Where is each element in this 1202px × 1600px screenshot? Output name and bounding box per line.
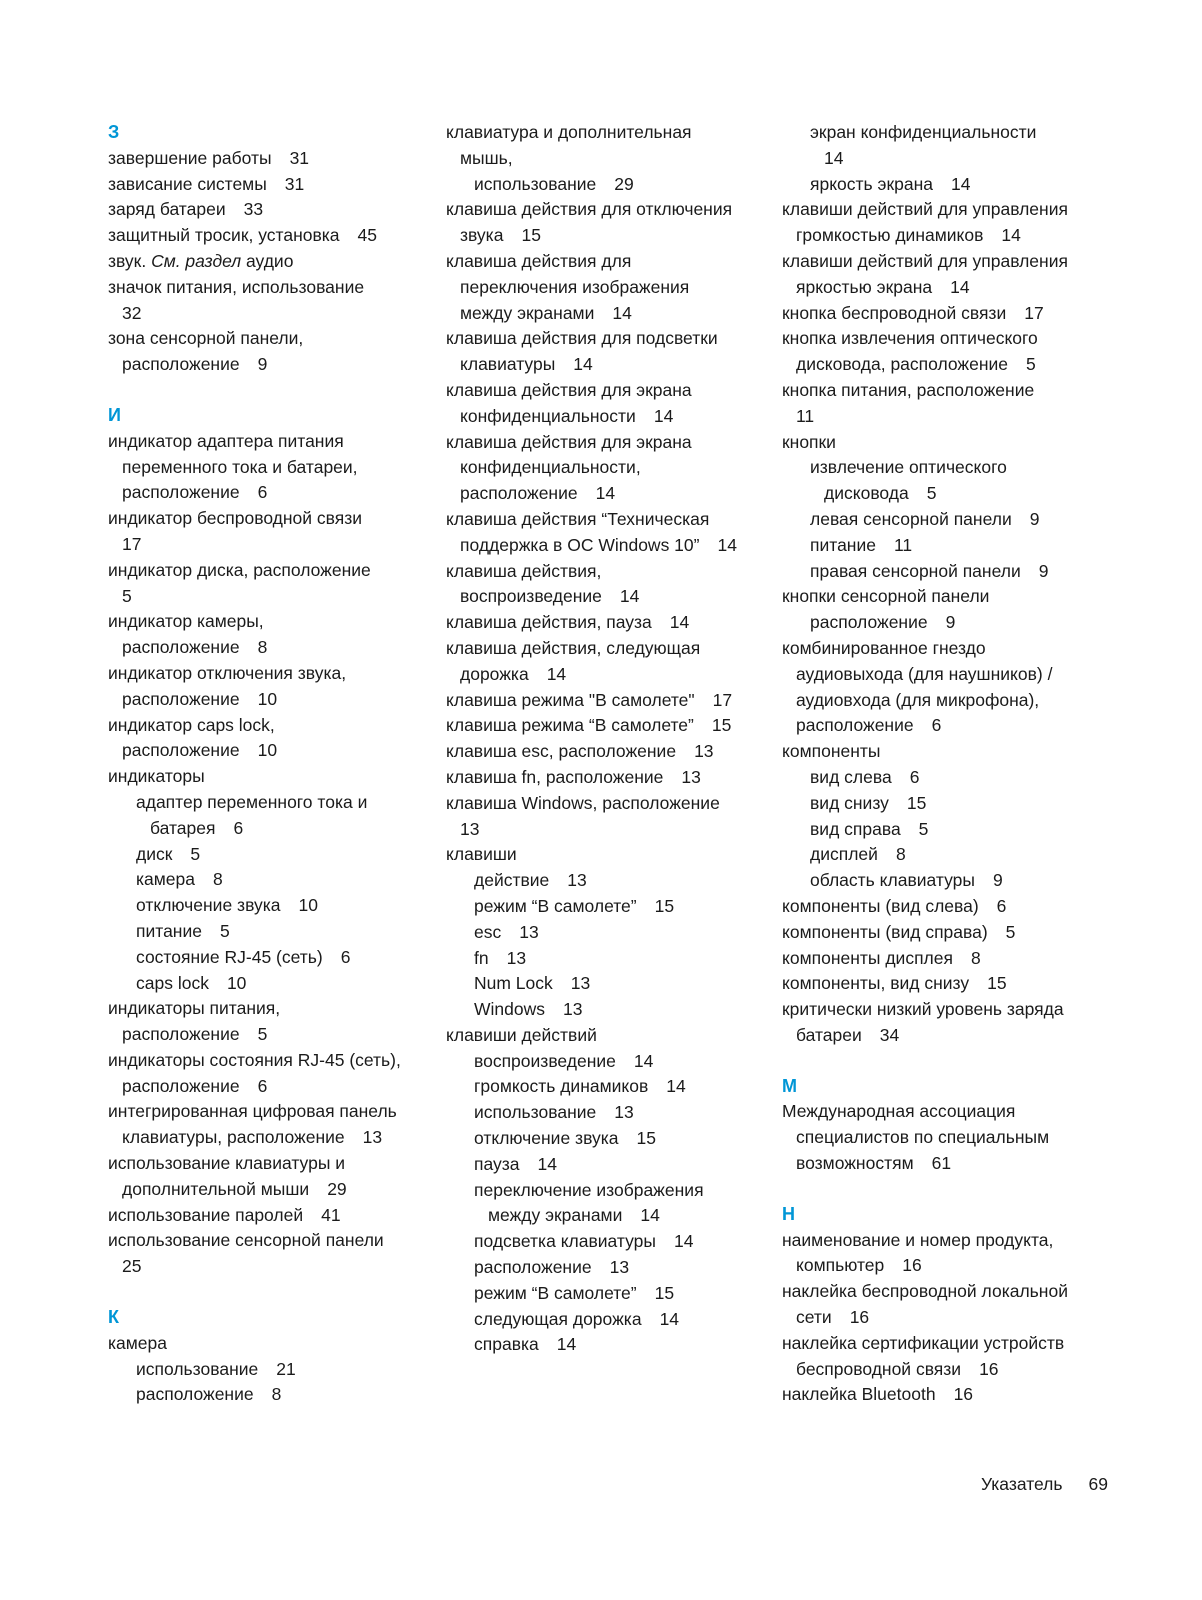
index-subentry: экран конфиденциальности 14: [810, 122, 1037, 168]
index-entry: клавиша действия “Техническая поддержка в ОС Windows 10” 14: [446, 508, 737, 555]
index-entry: заряд батареи 33: [108, 199, 264, 220]
index-subentry: правая сенсорной панели 9: [810, 560, 1049, 581]
index-subentry: отключение звука 10: [136, 895, 318, 916]
index-subentry: извлечение оптического дисковода 5: [810, 457, 1007, 504]
index-entry: наклейка Bluetooth 16: [782, 1384, 974, 1405]
index-entry: индикатор камеры, расположение 8: [108, 611, 268, 658]
index-subentry: левая сенсорной панели 9: [810, 508, 1040, 529]
index-subentry: Num Lock 13: [474, 973, 591, 994]
index-entry: индикаторы состояния RJ-45 (сеть), расположение 6: [108, 1049, 401, 1096]
index-subentry: вид слева 6: [810, 766, 920, 787]
index-subentry: использование 13: [474, 1102, 634, 1123]
index-entry: клавиши действий для управления яркостью экрана 14: [782, 250, 1068, 297]
index-entry: клавиша режима “В самолете” 15: [446, 715, 732, 736]
index-entry: клавиша действия, воспроизведение 14: [446, 560, 640, 607]
index-subentry: использование 21: [136, 1358, 296, 1379]
index-subentry: область клавиатуры 9: [810, 870, 1003, 891]
index-subentry: использование 29: [474, 173, 634, 194]
index-subentry: адаптер переменного тока и батарея 6: [136, 791, 368, 838]
index-subentry: диск 5: [136, 843, 201, 864]
index-entry: индикатор адаптера питания переменного тока и батареи, расположение 6: [108, 430, 358, 503]
index-entry: компоненты (вид слева) 6: [782, 895, 1007, 916]
index-entry: индикаторы: [108, 766, 205, 787]
index-entry: компоненты дисплея 8: [782, 947, 981, 968]
index-entry: клавиши: [446, 844, 517, 865]
index-entry: индикатор caps lock, расположение 10: [108, 714, 278, 761]
letter-heading-i: И: [108, 404, 121, 425]
index-entry: клавиша действия для отключения звука 15: [446, 199, 733, 246]
index-subentry: пауза 14: [474, 1153, 557, 1174]
index-column-2: [446, 120, 761, 1358]
index-entry: защитный тросик, установка 45: [108, 225, 378, 246]
index-subentry: камера 8: [136, 869, 223, 890]
index-entry: клавиша esc, расположение 13: [446, 741, 714, 762]
index-subentry: питание 11: [810, 534, 913, 555]
index-entry: клавиша действия для экрана конфиденциальности, расположение 14: [446, 431, 692, 504]
index-subentry: расположение 8: [136, 1384, 282, 1405]
index-entry: кнопка питания, расположение 11: [782, 379, 1035, 426]
index-subentry: вид снизу 15: [810, 792, 927, 813]
index-entry: зона сенсорной панели, расположение 9: [108, 328, 304, 375]
index-entry: кнопка беспроводной связи 17: [782, 302, 1044, 323]
index-entry: клавиша режима "В самолете" 17: [446, 689, 733, 710]
index-entry: интегрированная цифровая панель клавиатуры, расположение 13: [108, 1101, 397, 1148]
index-subentry: caps lock 10: [136, 972, 247, 993]
index-subentry: яркость экрана 14: [810, 173, 971, 194]
index-subentry: esc 13: [474, 921, 539, 942]
index-subentry: воспроизведение 14: [474, 1050, 654, 1071]
index-entry: зависание системы 31: [108, 173, 305, 194]
index-column-3: [782, 120, 1102, 1408]
index-entry: комбинированное гнездо аудиовыхода (для наушников) / аудиовхода (для микрофона), расположение 6: [782, 637, 1053, 736]
letter-heading-n: Н: [782, 1203, 795, 1224]
index-entry: использование паролей 41: [108, 1204, 341, 1225]
index-entry: индикатор диска, расположение 5: [108, 559, 371, 606]
index-subentry: переключение изображения между экранами 14: [474, 1179, 704, 1226]
index-entry: компоненты, вид снизу 15: [782, 973, 1007, 994]
index-subentry: действие 13: [474, 870, 587, 891]
index-entry: использование клавиатуры и дополнительной мыши 29: [108, 1153, 347, 1199]
index-subentry: подсветка клавиатуры 14: [474, 1231, 694, 1252]
index-entry: клавиша действия для переключения изображения между экранами 14: [446, 250, 690, 323]
index-subentry: вид справа 5: [810, 818, 929, 839]
index-entry: кнопки: [782, 431, 836, 452]
index-entry: Международная ассоциация специалистов по специальным возможностям 61: [782, 1101, 1050, 1174]
footer-section-label: Указатель: [980, 1474, 1063, 1494]
index-subentry: расположение 9: [810, 612, 956, 633]
index-entry: клавиша действия для экрана конфиденциальности 14: [446, 379, 692, 426]
index-entry: компоненты: [782, 741, 881, 762]
letter-heading-m: М: [782, 1075, 797, 1096]
index-entry: клавиша действия, пауза 14: [446, 612, 690, 633]
index-entry: индикатор отключения звука, расположение 10: [108, 662, 347, 709]
index-subentry: дисплей 8: [810, 844, 906, 865]
letter-heading-z: З: [108, 122, 120, 142]
index-entry: клавиши действий: [446, 1024, 597, 1045]
index-subentry: питание 5: [136, 920, 230, 941]
index-subentry: справка 14: [474, 1334, 577, 1355]
index-entry-see: звук. См. раздел аудио: [108, 250, 294, 271]
page-footer: [981, 1472, 1108, 1496]
index-entry: наклейка сертификации устройств беспроводной связи 16: [782, 1332, 1065, 1379]
index-entry: кнопка извлечения оптического дисковода, расположение 5: [782, 328, 1038, 375]
index-entry: камера: [108, 1332, 168, 1353]
index-column-1: [108, 120, 423, 1408]
index-subentry: громкость динамиков 14: [474, 1076, 686, 1097]
index-entry: использование сенсорной панели 25: [108, 1230, 384, 1277]
index-subentry: Windows 13: [474, 999, 583, 1020]
index-entry: индикатор беспроводной связи 17: [108, 508, 363, 554]
index-entry: клавиша Windows, расположение 13: [446, 792, 720, 839]
index-entry: наклейка беспроводной локальной сети 16: [782, 1281, 1068, 1328]
index-subentry: отключение звука 15: [474, 1128, 656, 1149]
index-entry: клавиша fn, расположение 13: [446, 766, 701, 787]
index-subentry: состояние RJ-45 (сеть) 6: [136, 946, 351, 967]
index-subentry: fn 13: [474, 947, 527, 968]
index-entry: индикаторы питания, расположение 5: [108, 998, 281, 1045]
index-subentry: следующая дорожка 14: [474, 1308, 680, 1329]
index-entry: клавиша действия для подсветки клавиатуры 14: [446, 328, 718, 375]
index-entry: значок питания, использование 32: [108, 276, 365, 323]
index-entry: кнопки сенсорной панели: [782, 586, 990, 607]
index-subentry: режим “В самолете” 15: [474, 1282, 675, 1303]
index-entry: клавиши действий для управления громкостью динамиков 14: [782, 199, 1068, 246]
page-number: 69: [1088, 1474, 1108, 1494]
index-entry: наименование и номер продукта, компьютер 16: [782, 1229, 1054, 1276]
letter-heading-k: К: [108, 1307, 119, 1328]
index-entry: компоненты (вид справа) 5: [782, 921, 1016, 942]
index-subentry: расположение 13: [474, 1257, 630, 1278]
index-entry: критически низкий уровень заряда батареи 34: [782, 999, 1064, 1045]
index-entry: клавиша действия, следующая дорожка 14: [446, 637, 701, 684]
index-entry: завершение работы 31: [108, 147, 310, 168]
index-entry: клавиатура и дополнительная мышь,: [446, 122, 692, 168]
index-subentry: режим “В самолете” 15: [474, 895, 675, 916]
